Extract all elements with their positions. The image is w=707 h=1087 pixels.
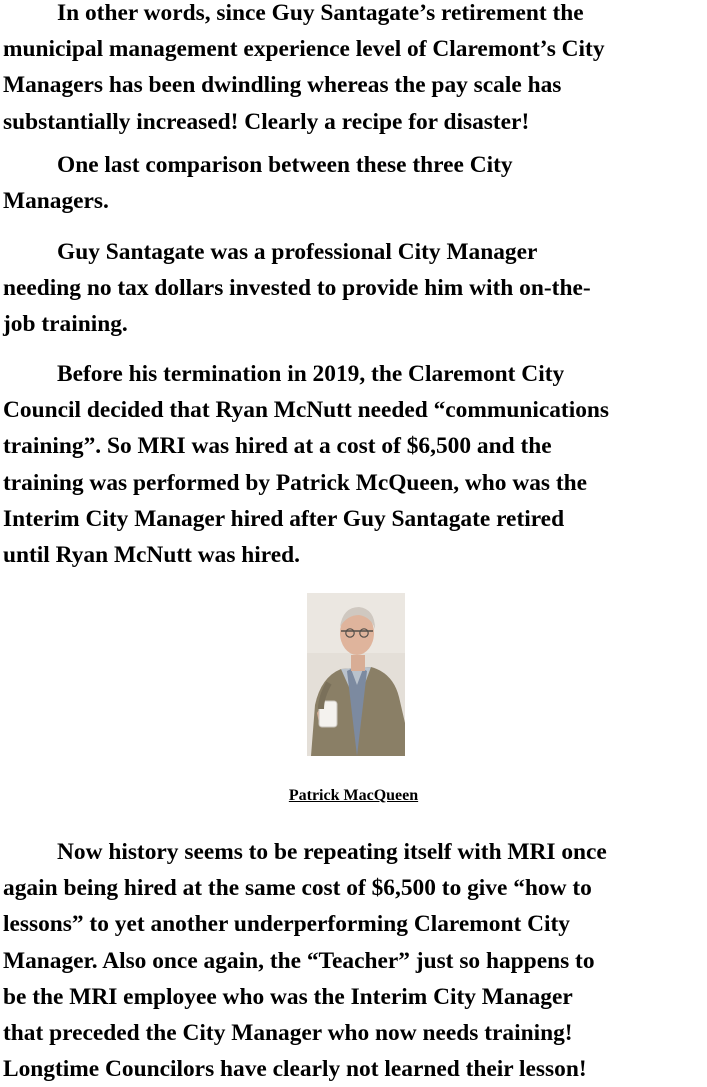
portrait-photo xyxy=(307,593,405,756)
paragraph-last-comparison xyxy=(0,147,513,219)
text-line: substantially increased! Clearly a recipe for disaster! xyxy=(3,108,530,135)
text-line: Longtime Councilors have clearly not learned their lesson! xyxy=(3,1056,587,1083)
text-line: be the MRI employee who was the Interim City Manager xyxy=(3,983,573,1010)
text-line: again being hired at the same cost of $6,500 to give “how to xyxy=(3,875,592,902)
text-line: municipal management experience level of Claremont’s City xyxy=(3,36,605,63)
photo-caption: Patrick MacQueen xyxy=(288,787,419,804)
paragraph-santagate-professional xyxy=(0,234,591,343)
text-line: One last comparison between these three City xyxy=(57,152,513,178)
text-line: job training. xyxy=(3,311,128,338)
portrait-illustration xyxy=(307,593,405,756)
text-line: In other words, since Guy Santagate’s retirement the xyxy=(57,0,584,26)
text-line: Council decided that Ryan McNutt needed “communications xyxy=(3,397,610,424)
text-line: Before his termination in 2019, the Claremont City xyxy=(57,361,565,387)
text-line: Now history seems to be repeating itself with MRI once xyxy=(57,839,607,865)
text-line: that preceded the City Manager who now needs training! xyxy=(3,1020,573,1047)
text-line: Managers. xyxy=(3,188,109,215)
text-line: training”. So MRI was hired at a cost of $6,500 and the xyxy=(3,433,552,460)
text-line: Managers has been dwindling whereas the pay scale has xyxy=(3,72,562,99)
text-line: until Ryan McNutt was hired. xyxy=(3,542,300,569)
text-line: Interim City Manager hired after Guy Santagate retired xyxy=(3,505,565,532)
text-line: Guy Santagate was a professional City Manager xyxy=(57,239,538,265)
text-line: lessons” to yet another underperforming Claremont City xyxy=(3,911,570,938)
text-line: Manager. Also once again, the “Teacher” just so happens to xyxy=(3,947,595,974)
paragraph-retirement-comparison xyxy=(0,0,605,140)
paragraph-mcnutt-training xyxy=(0,356,609,573)
text-line: needing no tax dollars invested to provide him with on-the- xyxy=(3,275,591,302)
text-line: training was performed by Patrick McQueen, who was the xyxy=(3,469,588,496)
paragraph-history-repeating xyxy=(0,834,607,1087)
